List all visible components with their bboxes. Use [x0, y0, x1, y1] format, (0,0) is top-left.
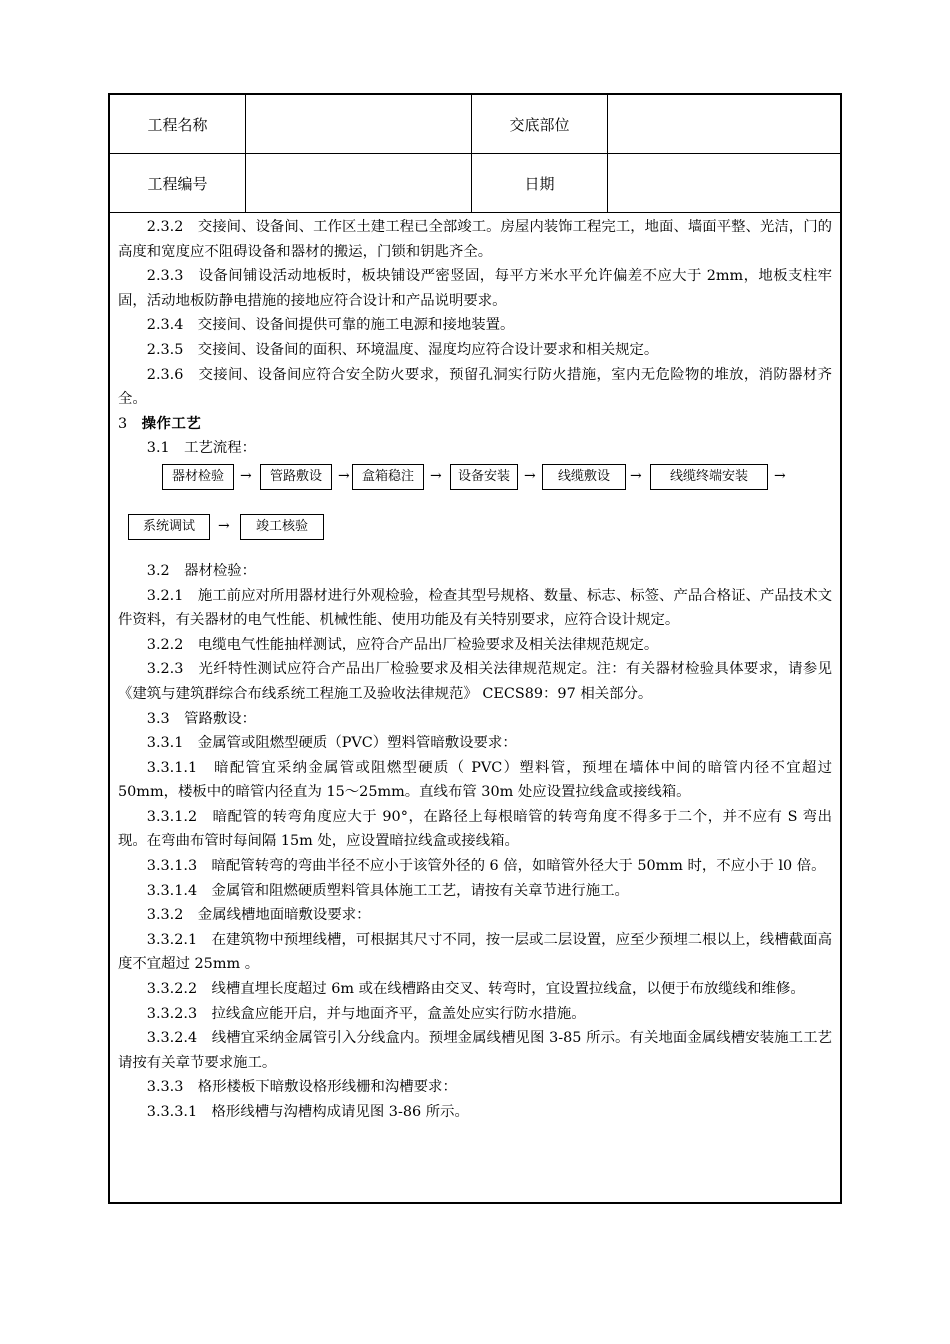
flow-step: 系统调试: [128, 514, 210, 540]
flow-arrow: →: [338, 467, 350, 484]
paragraph: 3.3.1.3 暗配管转弯的弯曲半径不应小于该管外径的 6 倍，如暗管外径大于 50mm 时，不应小于 l0 倍。: [146, 858, 826, 875]
paragraph: 3.3.1.4 金属管和阻燃硬质塑料管具体施工工艺，请按有关章节进行施工。: [146, 882, 629, 899]
document-sheet: [108, 93, 842, 1204]
paragraph: 3.2.1 施工前应对所用器材进行外观检验，检查其型号规格、数量、标志、标签、产品合格证、产品技术文件资料，有关器材的电气性能、机械性能、使用功能及有关特别要求，应符合设计规定。: [118, 587, 832, 629]
header-table: [110, 95, 840, 213]
paragraph: 3.3.2 金属线槽地面暗敷设要求：: [146, 907, 371, 924]
paragraph: 3.3.1.2 暗配管的转弯角度应大于 90°，在路径上每根暗管的转弯角度不得多于二个，并不应有 S 弯出现。在弯曲布管时每间隔 15m 处，应设置暗拉线盒或接线箱。: [118, 808, 832, 850]
paragraph: 3.3 管路敷设：: [146, 710, 257, 727]
paragraph: 3.3.3.1 格形线槽与沟槽构成请见图 3-86 所示。: [146, 1104, 469, 1120]
flow-arrow: →: [524, 467, 536, 484]
flow-step: 设备安装: [450, 464, 518, 490]
flow-heading: 3.1 工艺流程：: [146, 440, 257, 457]
paragraph: 3.3.1 金属管或阻燃型硬质（PVC）塑料管暗敷设要求：: [146, 735, 517, 752]
process-flow: [118, 461, 832, 559]
date-value: [608, 154, 840, 213]
document-body: [110, 213, 840, 1125]
section-number: 3: [118, 415, 128, 432]
paragraph: 3.3.2.4 线槽宜采纳金属管引入分线盒内。预埋金属线槽见图 3-85 所示。有关地面金属线槽安装施工工艺请按有关章节要求施工。: [118, 1030, 832, 1071]
paragraph: 3.3.2.2 线槽直埋长度超过 6m 或在线槽路由交叉、转弯时，宜设置拉线盒，以便于布放缆线和维修。: [146, 981, 805, 998]
location-label: 交底部位: [472, 95, 608, 154]
flow-step: 器材检验: [162, 464, 234, 490]
flow-step: 线缆敷设: [542, 464, 626, 490]
flow-arrow: →: [218, 517, 230, 534]
paragraph: 3.2.2 电缆电气性能抽样测试，应符合产品出厂检验要求及相关法律规范规定。: [146, 636, 659, 653]
paragraph: 2.3.5 交接间、设备间的面积、环境温度、湿度均应符合设计要求和相关规定。: [146, 341, 659, 358]
flow-step: 盒箱稳注: [352, 464, 424, 490]
flow-arrow: →: [240, 467, 252, 484]
flow-step: 线缆终端安装: [650, 464, 768, 490]
flow-arrow: →: [630, 467, 642, 484]
project-name-label: 工程名称: [110, 95, 246, 154]
project-no-label: 工程编号: [110, 154, 246, 213]
flow-step: 管路敷设: [260, 464, 332, 490]
paragraph: 3.3.2.3 拉线盒应能开启，并与地面齐平，盒盖处应实行防水措施。: [146, 1005, 586, 1022]
date-label: 日期: [472, 154, 608, 213]
flow-arrow: →: [430, 467, 442, 484]
paragraph: 3.3.1.1 暗配管宜采纳金属管或阻燃型硬质（ PVC）塑料管，预埋在墙体中间的暗管内径不宜超过 50mm，楼板中的暗管内径直为 15～25mm。直线布管 30m 处应设置拉线盒或接线箱。: [118, 759, 832, 801]
project-name-value: [246, 95, 472, 154]
paragraph: 3.3.3 格形楼板下暗敷设格形线栅和沟槽要求：: [146, 1079, 457, 1096]
paragraph: 3.3.2.1 在建筑物中预埋线槽，可根据其尺寸不同，按一层或二层设置，应至少预埋二根以上，线槽截面高度不宜超过 25mm 。: [118, 931, 832, 973]
flow-step: 竣工核验: [240, 514, 324, 540]
location-value: [608, 95, 840, 154]
paragraph: 2.3.4 交接间、设备间提供可靠的施工电源和接地装置。: [146, 317, 515, 334]
section-heading: [118, 412, 832, 437]
paragraph: 3.2 器材检验：: [146, 562, 257, 579]
paragraph: 2.3.3 设备间铺设活动地板时，板块铺设严密竖固，每平方米水平允许偏差不应大于 2mm，地板支柱牢固，活动地板防静电措施的接地应符合设计和产品说明要求。: [118, 268, 832, 309]
paragraph: 2.3.6 交接间、设备间应符合安全防火要求，预留孔洞实行防火措施，室内无危险物的堆放，消防器材齐全。: [118, 366, 832, 408]
section-title: 操作工艺: [141, 414, 202, 432]
paragraph: 2.3.2 交接间、设备间、工作区土建工程已全部竣工。房屋内装饰工程完工，地面、墙面平整、光洁，门的高度和宽度应不阻碍设备和器材的搬运，门锁和钥匙齐全。: [118, 219, 832, 260]
paragraph: 3.2.3 光纤特性测试应符合产品出厂检验要求及相关法律规范规定。注：有关器材检验具体要求，请参见《建筑与建筑群综合布线系统工程施工及验收法律规范》 CECS89：97 相关部分。: [118, 661, 832, 702]
flow-arrow: →: [774, 467, 786, 484]
project-no-value: [246, 154, 472, 213]
